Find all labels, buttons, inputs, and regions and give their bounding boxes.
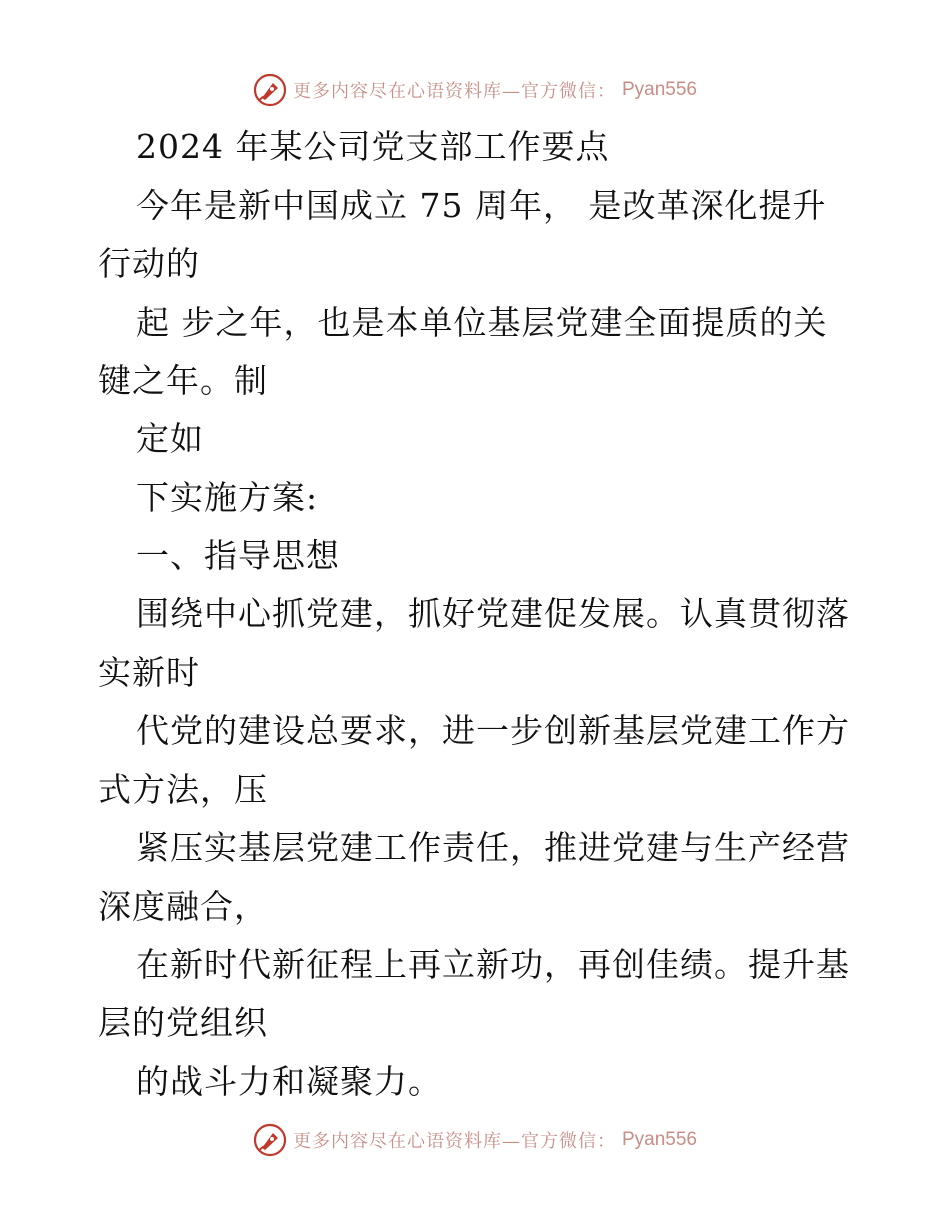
paragraph-line: 下实施方案: bbox=[136, 478, 319, 517]
watermark-wechat-id: Pyan556 bbox=[621, 79, 697, 100]
paragraph-line: 深度融合， bbox=[98, 887, 268, 926]
paragraph-line: 代党的建设总要求，进一步创新基层党建工作方 bbox=[136, 711, 850, 750]
paragraph-line: 的战斗力和凝聚力。 bbox=[136, 1062, 442, 1101]
paragraph-line: 实新时 bbox=[98, 653, 200, 692]
paragraph-line: 紧压实基层党建工作责任，推进党建与生产经营 bbox=[136, 828, 850, 867]
watermark-banner-bottom bbox=[0, 1120, 950, 1160]
paragraph-line: 层的党组织 bbox=[98, 1003, 268, 1042]
pen-nib-logo-icon bbox=[253, 1123, 287, 1157]
paragraph-line: 行动的 bbox=[98, 244, 200, 283]
paragraph-line: 式方法，压 bbox=[98, 770, 268, 809]
paragraph-line: 在新时代新征程上再立新功，再创佳绩。提升基 bbox=[136, 945, 850, 984]
paragraph-line: 今年是新中国成立 75 周年， 是改革深化提升 bbox=[136, 186, 827, 225]
section-heading: 一、指导思想 bbox=[136, 536, 340, 575]
watermark-wechat-id: Pyan556 bbox=[621, 1129, 697, 1150]
paragraph-line: 键之年。制 bbox=[98, 361, 268, 400]
paragraph-line: 定如 bbox=[136, 419, 204, 458]
pen-nib-logo-icon bbox=[253, 73, 287, 107]
watermark-banner-top bbox=[0, 70, 950, 110]
watermark-text: 更多内容尽在心语资料库—官方微信： bbox=[292, 81, 616, 102]
paragraph-line: 起 步之年，也是本单位基层党建全面提质的关 bbox=[136, 303, 828, 342]
paragraph-line: 围绕中心抓党建，抓好党建促发展。认真贯彻落 bbox=[136, 594, 850, 633]
watermark-text: 更多内容尽在心语资料库—官方微信： bbox=[292, 1131, 616, 1152]
document-title: 2024 年某公司党支部工作要点 bbox=[136, 127, 610, 166]
